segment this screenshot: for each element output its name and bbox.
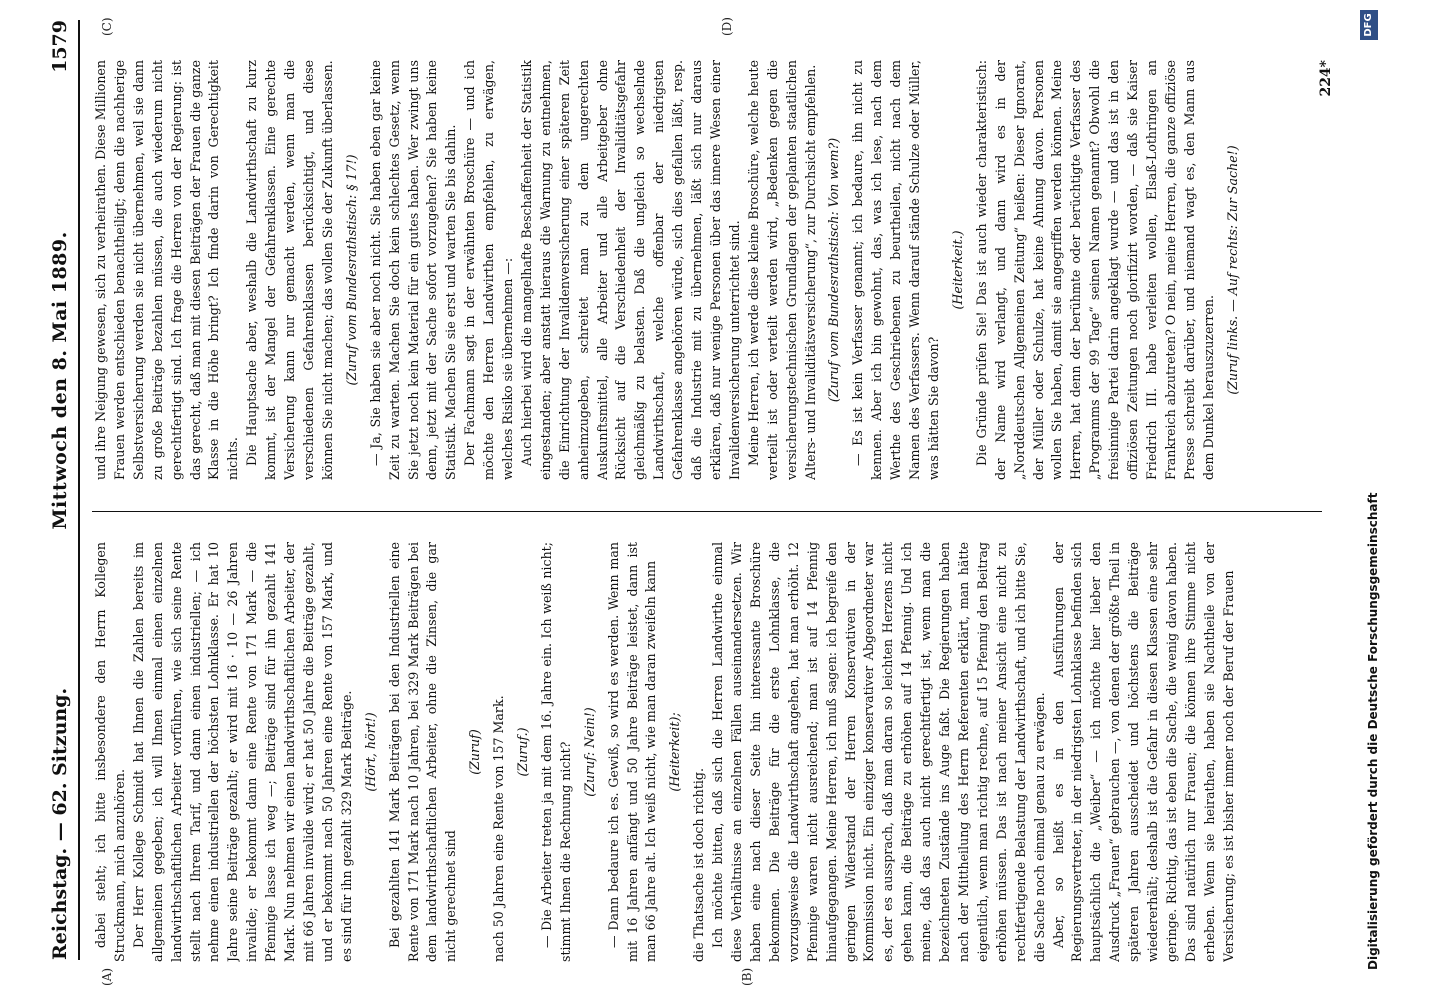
interjection: (Zuruf) <box>467 729 483 775</box>
paragraph: Auch hierbei wird die mangelhafte Beschaffenheit der Statistik eingestanden; aber anstatt hieraus die Warnung zu entnehmen, die Einrichtung der Invalidenversicherung einer späteren Zeit anheimzugeben, schreitet man zu dem ungerechten Auskunftsmittel, alle Arbeiter und alle Arbeitgeber ohne Rücksicht auf die Verschiedenheit der Invaliditätsgefahr gleichmäßig zu belasten. Daß die ungleich so wechselnde Landwirthschaft, welche offenbar der niedrigsten Gefahrenklasse angehören würde, sich dies gefallen läßt, resp. daß die Industrie mit zu übernehmen, läßt sich nur daraus erklären, daß nur wenige Personen über das innere Wesen einer Invalidenversicherung unterrichtet sind. <box>518 60 742 480</box>
paragraph: Meine Herren, ich werde diese kleine Broschüre, welche heute verteilt ist oder verteilt werden wird, „Bedenken gegen die versicherungstechnischen Grundlagen der geplanten staatlichen Alters- und Invaliditätsversicherung“, zur Durchsicht empfehlen. <box>745 60 818 480</box>
interjection: (Hört, hört!) <box>362 712 378 792</box>
column-divider <box>92 511 1322 512</box>
interjection: (Heiterkeit.) <box>949 230 965 310</box>
paragraph: Aber, so heißt es in den Ausführungen der Regierungsvertreter, in der niedrigsten Lohnklasse befinden sich hauptsächlich die „Weiber“ — ich möchte hier lieber den Ausdruck „Frauen“ gebrauchen —, von denen der größte Theil in späteren Jahren ausscheidet und höchstens die Beiträge wiedererhält; deshalb ist die Gefahr in diesen Klassen eine sehr geringe. Richtig, das ist eben die Sache, die wenig davon haben. Das sind natürlich nur Frauen; die können ihre Stimme nicht erheben. Wenn sie heirathen, haben sie Nachtheile von der Versicherung; es ist bisher immer noch der Beruf der Frauen <box>1050 542 1236 962</box>
interjection: (Zuruf vom Bundesrathstisch: Von wem?) <box>826 137 842 403</box>
paragraph: und ihre Neigung gewesen, sich zu verheirathen. Diese Millionen Frauen werden entschieden benachtheiligt; denn die nachherige Selbstversicherung werden sie nicht übernehmen, weil sie dann zu große Beiträge bezahlen müssen, die auch wiederum nicht gerechtfertigt sind. Ich frage die Herren von der Regierung: ist das gerecht, daß man mit diesen Beiträgen der Frauen die ganze Klasse in die Höhe bringt? Ich finde darin von Gerechtigkeit nichts. <box>93 60 241 480</box>
paragraph: Bei gezahlten 141 Mark Beiträgen bei den Industriellen eine Rente von 171 Mark nach 10 Jahren, bei 329 Mark Beiträgen bei dem landwirthschaftlichen Arbeiter, ohne die Zinsen, die gar nicht gerechnet sind <box>386 542 459 962</box>
dfg-logo: DFG <box>1360 10 1378 40</box>
paragraph: Die Hauptsache aber, weshalb die Landwirthschaft zu kurz kommt, ist der Mangel der Gefahrenklassen. Eine gerechte Versicherung kann nur gemacht werden, wenn man die verschiedenen Gefahrenklassen berücksichtigt, und diese können Sie nicht machen; das wollen Sie der Zukunft überlassen. <box>244 60 335 480</box>
paragraph: — Ja, Sie haben sie aber noch nicht. Sie haben eben gar keine Zeit zu warten. Machen Sie doch kein schlechtes Gesetz, wenn Sie jetzt noch kein Material für ein gutes haben. Wer zwingt uns denn, jetzt mit der Sache sofort vorzugehen? Sie haben keine Statistik. Machen Sie sie erst und warten Sie bis dahin. <box>367 60 459 480</box>
page-header <box>42 20 80 960</box>
header-session: Reichstag. — 62. Sitzung. <box>49 687 71 960</box>
paragraph: — Es ist kein Verfasser genannt; ich bedaure, ihn nicht zu kennen. Aber ich bin gewohnt, das, was ich lese, nach dem Werthe des Geschriebenen zu beurtheilen, nicht nach dem Namen des Verfassers. Wenn darauf stände Schulze oder Müller, was hätten Sie davon? <box>850 60 941 480</box>
header-page-number: 1579 <box>49 20 71 73</box>
digitization-credit: Digitalisierung gefördert durch die Deutsche Forschungsgemeinschaft <box>1366 492 1380 970</box>
interjection: (Zuruf links. — Auf rechts: Zur Sache!) <box>1224 145 1240 395</box>
margin-marker-c: (C) <box>100 17 114 36</box>
paragraph: — Die Arbeiter treten ja mit dem 16. Jahre ein. Ich weiß nicht; stimmt Ihnen die Rechnung nicht? <box>538 542 573 962</box>
interjection: (Zuruf vom Bundesrathstisch: § 17!) <box>343 154 359 386</box>
right-text-column <box>92 60 1322 480</box>
paragraph: dabei steht; ich bitte insbesondere den Herrn Kollegen Struckmann, mich anzuhören. <box>93 542 127 962</box>
interjection: (Heiterkeit); <box>667 712 683 792</box>
digitization-footer <box>1356 0 1416 1000</box>
paragraph: — Dann bedaure ich es. Gewiß, so wird es werden. Wenn man mit 16 Jahren anfängt und 50 Jahre Beiträge leistet, dann ist man 66 Jahre alt. Ich weiß nicht, wie man daran zweifeln kann <box>605 542 659 962</box>
paragraph: Der Herr Kollege Schmidt hat Ihnen die Zahlen bereits im allgemeinen gegeben; ich will Ihnen einmal einen einzelnen landwirthschaftlichen Arbeiter vorführen, wie sich seine Rente stellt nach Ihrem Tarif, und dann einen industriellen; — ich nehme einen industriellen der höchsten Lohnklasse. Er hat 10 Jahre seine Beiträge gezahlt; er wird mit 16 · 10 — 26 Jahren invalide; er bekommt dann eine Rente von 171 Mark — die Pfennige lasse ich weg —; Beiträge sind für ihn gezahlt 141 Mark. Nun nehmen wir einen landwirthschaftlichen Arbeiter, der mit 66 Jahren invalide wird; er hat 50 Jahre die Beiträge gezahlt, und er bekommt nach 50 Jahren eine Rente von 157 Mark, und es sind für ihn gezahlt 329 Mark Beiträge. <box>130 542 354 962</box>
paragraph: Der Fachmann sagt in der erwähnten Broschüre — und ich möchte den Herren Landwirthen empfehlen, zu erwägen, welches Risiko sie übernehmen —: <box>462 60 516 480</box>
interjection: (Zuruf: Nein!) <box>581 707 597 797</box>
margin-marker-b: (B) <box>740 967 754 986</box>
sheet-signature: 224* <box>1318 60 1334 97</box>
margin-marker-a: (A) <box>100 967 114 986</box>
left-text-column <box>92 542 1322 962</box>
paragraph: Ich möchte bitten, daß sich die Herren Landwirthe einmal diese Verhältnisse an einzelnen Fällen auseinandersetzen. Wir haben eine nach dieser Seite hin interessante Broschüre bekommen. Die Beiträge für die erste Lohnklasse, die vorzugsweise die Landwirthschaft angehen, hat man erhöht. 12 Pfennige waren nicht ausreichend; man ist auf 14 Pfennig hinaufgegangen. Meine Herren, ich muß sagen: ich begreife den geringen Widerstand der Herren Konservativen in der Kommission nicht. Ein einziger konservativer Abgeordneter war es, der es aussprach, daß man daran so leichten Herzens nicht gehen kann, die Beiträge zu erhöhen auf 14 Pfennig. Und ich meine, daß das auch nicht gerechtfertigt ist, wenn man die bezeichneten Zustände ins Auge faßt. Die Regierungen haben nach der Mittheilung des Herrn Referenten erklärt, man hätte eigentlich, wenn man richtig rechne, auf 15 Pfennig den Beitrag erhöhen müssen. Das ist nach meiner Ansicht eine nicht zu rechtfertigende Belastung der Landwirthschaft, und ich bitte Sie, die Sache noch einmal genau zu erwägen. <box>710 542 1047 962</box>
margin-marker-d: (D) <box>720 17 734 36</box>
header-date: Mittwoch den 8. Mai 1889. <box>49 231 71 530</box>
paragraph: die Thatsache ist doch richtig. <box>691 768 707 962</box>
paragraph: nach 50 Jahren eine Rente von 157 Mark. <box>491 695 507 962</box>
paragraph: Die Gründe prüfen Sie! Das ist auch wieder charakteristisch: der Name wird verlangt, und dann wird es in der „Norddeutschen Allgemeinen Zeitung“ heißen: Dieser Ignorant, der Müller oder Schulze, hat keine Ahnung davon. Personen wollen Sie haben, damit sie angegriffen werden können. Meine Herren, hat denn der berühmte oder berüchtigte Verfasser des „Programms der 99 Tage“ seinen Namen genannt? Obwohl die freisinnige Partei darin angeklagt wurde — und das ist in den offiziösen Zeitungen noch glorifizirt worden, — daß sie Kaiser Friedrich III. habe verleiten wollen, Elsaß-Lothringen an Frankreich abzutreten? O nein, meine Herren, die ganze offiziöse Presse schreibt darüber, und niemand wagt es, den Mann aus dem Dunkel herauszuzerren. <box>973 60 1216 480</box>
interjection: (Zuruf.) <box>515 727 531 777</box>
